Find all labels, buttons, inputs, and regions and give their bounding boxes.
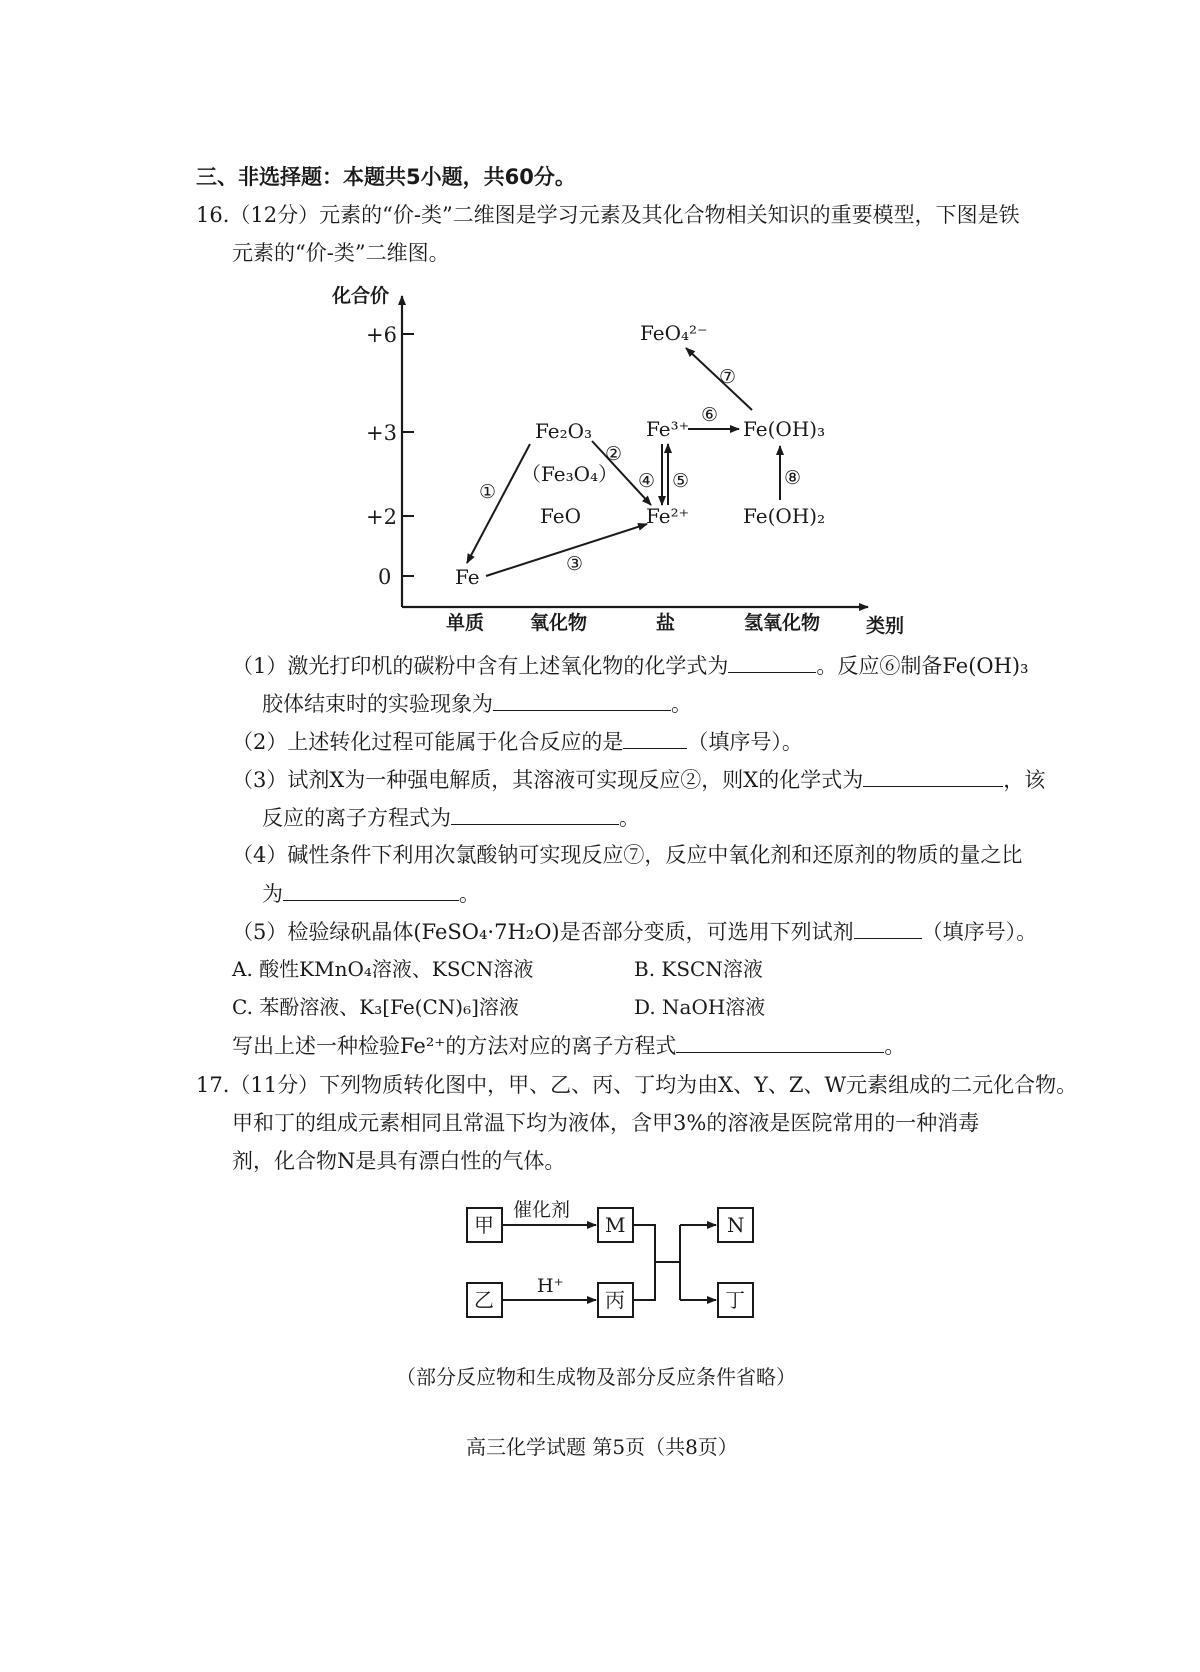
- box-bing-label: 丙: [605, 1288, 625, 1312]
- answer-blank[interactable]: [676, 1030, 884, 1053]
- q16-part2-end: （填序号）。: [687, 730, 803, 754]
- y-axis-label: 化合价: [332, 285, 390, 307]
- q16-part2-text: （2）上述转化过程可能属于化合反应的是: [232, 730, 624, 754]
- answer-blank[interactable]: [854, 916, 922, 939]
- q16-part1-line2-text: 胶体结束时的实验现象为: [262, 692, 493, 716]
- species-fe2o3: Fe₂O₃: [535, 419, 593, 443]
- y-tick-label-3: +3: [366, 421, 397, 445]
- answer-blank[interactable]: [493, 688, 671, 711]
- q16-part1-text-b: 。反应⑥制备Fe(OH)₃: [816, 654, 1029, 678]
- q16-part5: [232, 916, 1037, 947]
- q16-part5-text: （5）检验绿矾晶体(FeSO₄·7H₂O)是否部分变质，可选用下列试剂: [232, 920, 854, 944]
- box-n-label: N: [727, 1213, 745, 1237]
- q16-intro-line1: 16.（12分）元素的“价-类”二维图是学习元素及其化合物相关知识的重要模型，下图是铁: [196, 203, 1020, 227]
- q16-part1-line2-end: 。: [671, 692, 692, 716]
- species-feo4: FeO₄²⁻: [640, 321, 708, 345]
- reaction-label-4: ④: [638, 470, 656, 492]
- species-feo: FeO: [540, 504, 582, 528]
- q17-intro-line3: 剂，化合物N是具有漂白性的气体。: [232, 1149, 566, 1173]
- q17-intro-line2: 甲和丁的组成元素相同且常温下均为液体，含甲3%的溶液是医院常用的一种消毒: [232, 1111, 980, 1135]
- option-d: D. NaOH溶液: [634, 995, 766, 1019]
- q16-final-line: [232, 1030, 905, 1061]
- species-fe2plus: Fe²⁺: [646, 504, 690, 528]
- box-jia-label: 甲: [474, 1213, 494, 1237]
- q16-part3-line2: [262, 802, 640, 833]
- label-catalyst: 催化剂: [513, 1199, 571, 1221]
- x-cat-salt: 盐: [656, 612, 676, 634]
- q16-part1-text: （1）激光打印机的碳粉中含有上述氧化物的化学式为: [232, 654, 729, 678]
- reaction-label-7: ⑦: [719, 366, 737, 388]
- q16-intro-line2: 元素的“价-类”二维图。: [232, 241, 450, 265]
- answer-blank[interactable]: [728, 650, 816, 673]
- q16-part4-line2-end: 。: [459, 882, 480, 906]
- option-c: C. 苯酚溶液、K₃[Fe(CN)₆]溶液: [232, 995, 519, 1019]
- x-cat-hydroxide: 氢氧化物: [744, 612, 821, 634]
- x-axis-label: 类别: [866, 615, 905, 637]
- q16-part4-line2-text: 为: [262, 882, 283, 906]
- q16-part3-line2-end: 。: [619, 806, 640, 830]
- q16-part5-end: （填序号）。: [921, 920, 1038, 944]
- q16-part3-line1: [232, 764, 1045, 795]
- conversion-flow-diagram: [0, 1180, 1200, 1340]
- species-fe3o4: （Fe₃O₄）: [521, 462, 619, 486]
- answer-blank[interactable]: [623, 726, 687, 749]
- box-yi-label: 乙: [474, 1288, 494, 1312]
- x-cat-elemental: 单质: [446, 612, 485, 634]
- answer-blank[interactable]: [451, 802, 619, 825]
- reaction-label-5: ⑤: [672, 470, 690, 492]
- option-a: A. 酸性KMnO₄溶液、KSCN溶液: [232, 957, 534, 981]
- q16-part4-line2: [262, 878, 480, 909]
- q16-part4-line1: （4）碱性条件下利用次氯酸钠可实现反应⑦，反应中氧化剂和还原剂的物质的量之比: [232, 843, 1023, 867]
- q16-part1-line1: [232, 650, 1029, 681]
- reaction-label-6: ⑥: [701, 404, 719, 426]
- option-b: B. KSCN溶液: [634, 957, 763, 981]
- reaction-label-8: ⑧: [784, 467, 802, 489]
- q17-intro-line1: 17.（11分）下列物质转化图中，甲、乙、丙、丁均为由X、Y、Z、W元素组成的二元化合物。: [196, 1073, 1078, 1097]
- q16-part3-text: （3）试剂X为一种强电解质，其溶液可实现反应②，则X的化学式为: [232, 768, 864, 792]
- connector-m: [633, 1225, 655, 1300]
- arrow-reaction-1: [467, 444, 530, 563]
- iron-valence-class-diagram: [0, 0, 1200, 680]
- q16-part3-line2-text: 反应的离子方程式为: [262, 806, 451, 830]
- species-feoh3: Fe(OH)₃: [743, 417, 826, 441]
- page-footer: 高三化学试题 第5页（共8页）: [466, 1435, 738, 1459]
- answer-blank[interactable]: [863, 764, 1003, 787]
- y-tick-label-0: 0: [378, 565, 392, 589]
- q16-final-text: 写出上述一种检验Fe²⁺的方法对应的离子方程式: [232, 1034, 677, 1058]
- reaction-label-3: ③: [566, 553, 584, 575]
- answer-blank[interactable]: [283, 878, 459, 901]
- box-ding-label: 丁: [725, 1288, 745, 1312]
- reaction-label-2: ②: [605, 443, 623, 465]
- y-tick-label-6: +6: [366, 323, 397, 347]
- species-feoh2: Fe(OH)₂: [743, 504, 826, 528]
- species-fe3plus: Fe³⁺: [646, 417, 690, 441]
- q16-part1-line2: [262, 688, 692, 719]
- y-tick-label-2: +2: [366, 505, 397, 529]
- label-h-plus: H⁺: [537, 1275, 564, 1297]
- box-m-label: M: [605, 1213, 626, 1237]
- q16-part3-end: ，该: [1003, 768, 1046, 792]
- reaction-label-1: ①: [479, 481, 497, 503]
- diagram-caption: （部分反应物和生成物及部分反应条件省略）: [396, 1365, 796, 1389]
- species-fe: Fe: [455, 565, 480, 589]
- section-heading: 三、非选择题：本题共5小题，共60分。: [196, 165, 576, 189]
- q16-final-end: 。: [884, 1034, 906, 1058]
- q16-part2: [232, 726, 803, 757]
- x-cat-oxide: 氧化物: [530, 612, 588, 634]
